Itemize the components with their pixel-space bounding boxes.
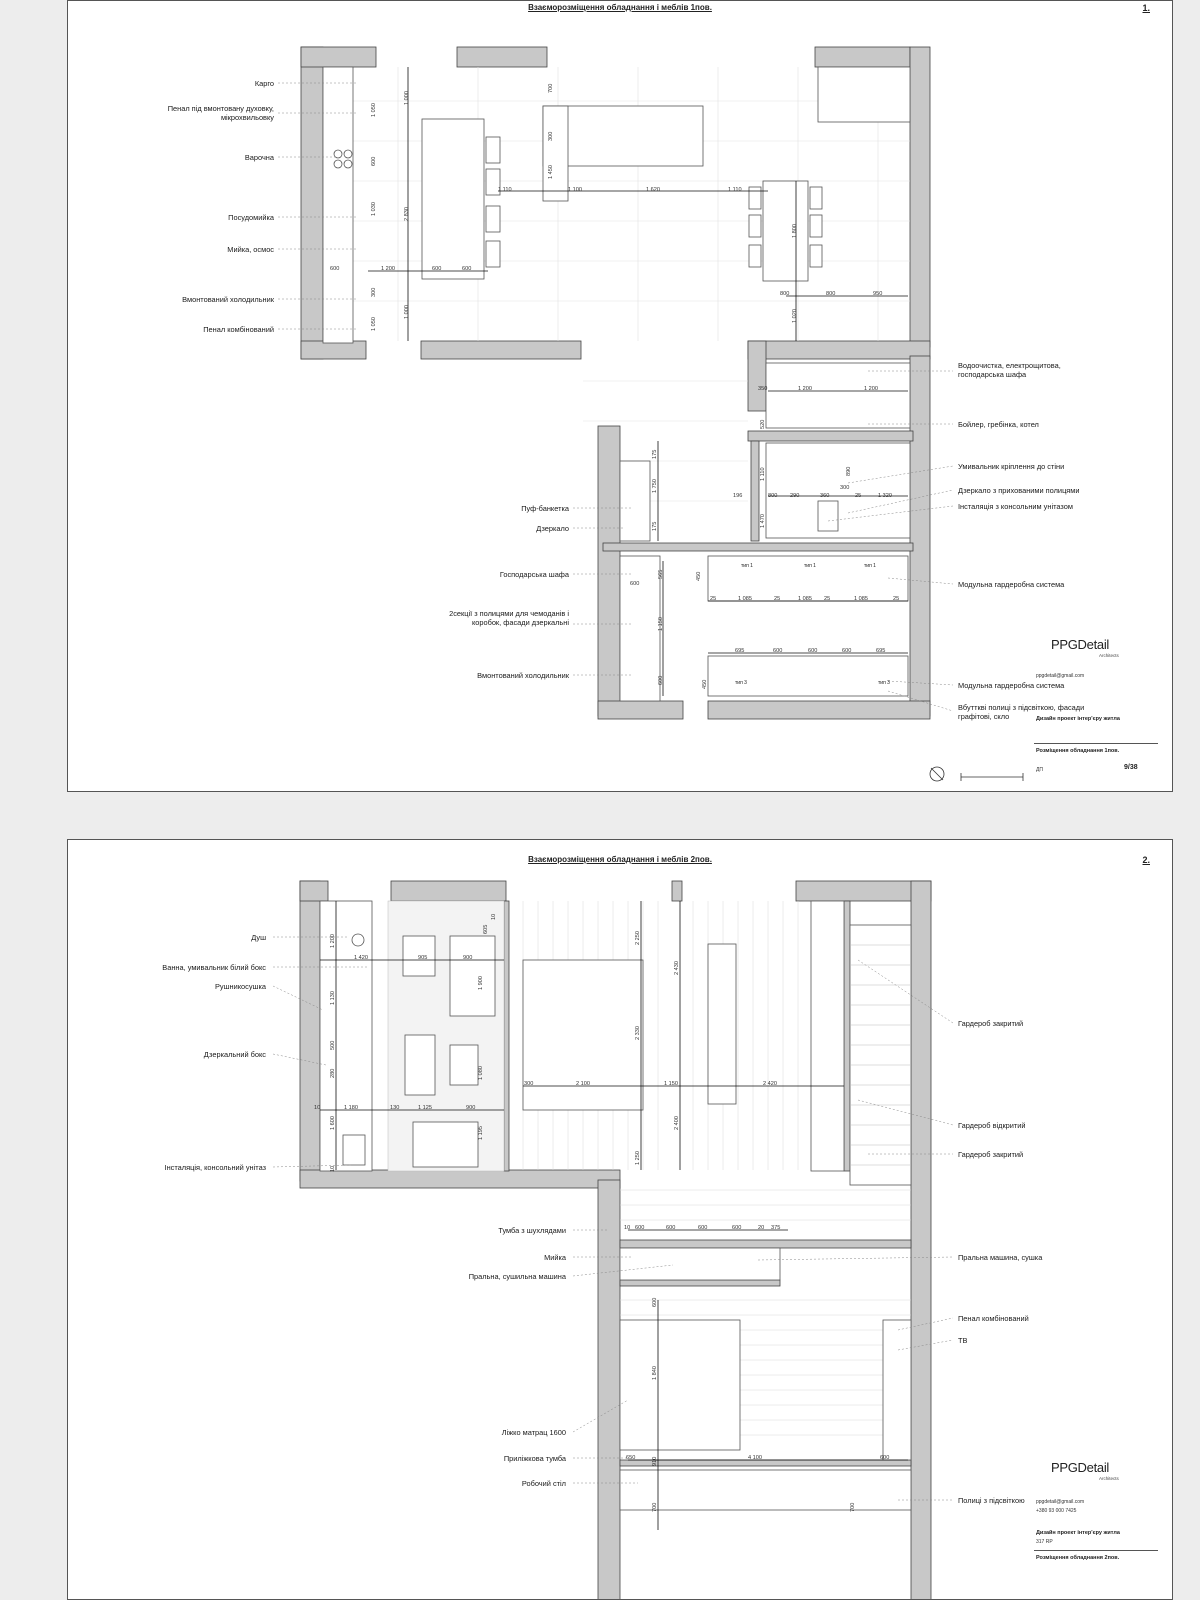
island-extension	[543, 106, 568, 201]
label-lit-shelves: Вбутткві полиці з підсвіткою, фасади графітові, скло	[958, 703, 1085, 722]
label-wardrobe-closed-2: Гардероб закритий	[958, 1150, 1024, 1159]
dimension: 1 620	[646, 187, 660, 193]
dimension: 10	[314, 1105, 321, 1111]
dimension: 4 100	[748, 1455, 762, 1461]
dimension: 1 080	[478, 1066, 484, 1080]
dimension: 25	[893, 596, 900, 602]
label-lit-shelves: Полиці з підсвіткою	[958, 1496, 1025, 1505]
label-toilet: Інсталяція, консольний унітаз	[164, 1163, 266, 1172]
stair-area	[818, 67, 910, 122]
dimension: 1 110	[760, 467, 766, 481]
dimension: 1 085	[738, 596, 752, 602]
toilet	[343, 1135, 365, 1165]
wall	[457, 47, 547, 67]
utility-room	[766, 363, 910, 428]
label-boiler: Бойлер, гребінка, котел	[958, 420, 1039, 429]
dimension: 1 100	[568, 187, 582, 193]
wall	[748, 341, 930, 359]
label-bench: Пуф-банкетка	[521, 504, 569, 513]
wall	[748, 341, 766, 411]
wall	[911, 881, 931, 1600]
label-mirror: Дзеркало	[536, 524, 569, 533]
dimension: 175	[652, 449, 658, 459]
label-sink: Мийка	[544, 1253, 566, 1262]
dimension: 360	[820, 493, 830, 499]
dimension: 2 420	[763, 1081, 777, 1087]
company-logo: PPGDetail	[1051, 1460, 1109, 1475]
label-shelving-sections: 2секції з полицями для чемоданів і коробок, фасади дзеркальні	[449, 609, 569, 628]
wall	[300, 881, 320, 1181]
sheet-name: Розміщення обладнання 1пов.	[1036, 748, 1120, 754]
dimension: 1 195	[478, 1126, 484, 1140]
dimension: 900	[463, 955, 473, 961]
dimension: 2 400	[674, 1116, 680, 1130]
wall	[504, 901, 509, 1171]
wardrobe-left	[620, 556, 660, 701]
sheet-title: Взаєморозміщення обладнання і меблів 1пов.	[528, 3, 712, 12]
sheet-floor-2	[67, 839, 1173, 1600]
dimension: 20	[758, 1225, 765, 1231]
wall	[391, 881, 506, 901]
dimension: 1 750	[652, 479, 658, 493]
dimension: 280	[330, 1068, 336, 1078]
dimension: 605	[483, 924, 489, 934]
dimension: 2 430	[674, 961, 680, 975]
bathtub	[450, 936, 495, 1016]
hob-burner	[344, 150, 352, 158]
floor-plan-2	[68, 840, 1173, 1600]
hob-burner	[334, 160, 342, 168]
dimension: 25	[824, 596, 831, 602]
dimension: 1 200	[330, 934, 336, 948]
bench	[620, 461, 650, 541]
dimension: 1 200	[864, 386, 878, 392]
dimension: 1 050	[371, 317, 377, 331]
wall	[620, 1460, 911, 1466]
label-mirror-box: Дзеркальний бокс	[203, 1050, 266, 1059]
dimension: 1 150	[664, 1081, 678, 1087]
label-drawer-unit: Тумба з шухлядами	[498, 1226, 566, 1235]
dimension: 175	[652, 521, 658, 531]
label-toilet-installation: Інсталяція з консольним унітазом	[958, 502, 1073, 511]
dimension: 1 125	[418, 1105, 432, 1111]
dimension: 1 320	[878, 493, 892, 499]
dimension: 1 200	[381, 266, 395, 272]
wall	[598, 426, 620, 716]
dimension: 600	[808, 648, 818, 654]
dimension: 25	[855, 493, 862, 499]
chair	[810, 187, 822, 209]
dimension: 1 130	[330, 991, 336, 1005]
sheet-number: 1.	[1142, 3, 1150, 13]
dimension: 700	[548, 83, 554, 93]
dimension: 300	[371, 287, 377, 297]
dimension: 600	[658, 675, 664, 685]
dimension: 2 830	[404, 207, 410, 221]
kitchen-island	[422, 119, 484, 279]
chair	[486, 206, 500, 232]
dimension: 300	[524, 1081, 534, 1087]
company-logo-sub: Architects	[1099, 653, 1119, 658]
type-tag: тип 1	[804, 563, 816, 569]
label-sink: Мийка, осмос	[227, 245, 274, 254]
project-name: Дизайн проект інтер'єру житла	[1036, 716, 1120, 722]
dimension: 1 020	[792, 309, 798, 323]
dimension: 1 600	[330, 1116, 336, 1130]
dimension: 1 050	[371, 103, 377, 117]
dimension: 890	[846, 466, 852, 476]
stage: ДП	[1036, 767, 1043, 773]
dimension: 2 330	[635, 1026, 641, 1040]
shower-tray	[413, 1122, 478, 1167]
dimension: 520	[760, 419, 766, 429]
wall	[910, 47, 930, 347]
dimension: 900	[466, 1105, 476, 1111]
dimension: 300	[840, 485, 850, 491]
vanity-unit	[620, 1248, 780, 1280]
dimension: 1 085	[798, 596, 812, 602]
label-bedside-table: Приліжкова тумба	[503, 1454, 566, 1463]
dimension: 130	[390, 1105, 400, 1111]
label-combi-column: Пенал комбінований	[958, 1314, 1029, 1323]
sofa	[708, 944, 736, 1104]
wall	[620, 1280, 780, 1286]
label-water-treatment: Водоочистка, електрощитова, господарська шафа	[958, 361, 1061, 380]
label-desk: Робочий стіл	[521, 1479, 566, 1488]
dimension: 196	[733, 493, 743, 499]
chair	[810, 245, 822, 267]
dimension: 450	[702, 679, 708, 689]
dimension: 650	[626, 1455, 636, 1461]
dimension: 1 085	[854, 596, 868, 602]
sheet-number: 2.	[1142, 855, 1150, 865]
dimension: 905	[418, 955, 428, 961]
company-logo: PPGDetail	[1051, 637, 1109, 652]
label-hob: Варочна	[244, 153, 274, 162]
wall	[598, 701, 683, 719]
wall	[603, 543, 913, 551]
chair	[749, 187, 761, 209]
dimension: 375	[771, 1225, 781, 1231]
dimension: 450	[696, 571, 702, 581]
wall	[300, 881, 328, 901]
dimension: 910	[652, 1456, 658, 1466]
wall	[815, 47, 910, 67]
desk	[620, 1470, 911, 1510]
dimension: 1 000	[404, 91, 410, 105]
wall	[301, 341, 366, 359]
dimension: 10	[491, 913, 497, 920]
staircase	[850, 925, 911, 1185]
dimension: 600	[432, 266, 442, 272]
dimension: 1 030	[371, 202, 377, 216]
company-logo-sub: Architects	[1099, 1476, 1119, 1481]
label-dishwasher: Посудомийка	[228, 213, 274, 222]
dimension: 1 800	[792, 224, 798, 238]
wall	[301, 47, 376, 67]
chair	[486, 137, 500, 163]
type-tag: тип 1	[864, 563, 876, 569]
dimension: 1 180	[344, 1105, 358, 1111]
dimension: 1 470	[760, 514, 766, 528]
sheet-name: Розміщення обладнання 2пов.	[1036, 1555, 1120, 1561]
label-washer-dryer: Пральна, сушильна машина	[468, 1272, 566, 1281]
wall	[301, 47, 323, 359]
dimension: 300	[548, 131, 554, 141]
washbasin-box	[450, 1045, 478, 1085]
label-fridge-2: Вмонтований холодильник	[477, 671, 569, 680]
wall	[910, 356, 930, 716]
label-cargo: Карго	[254, 79, 274, 88]
chair	[749, 245, 761, 267]
dimension: 10	[624, 1225, 631, 1231]
label-bed: Ліжко матрац 1600	[501, 1428, 566, 1437]
dimension: 700	[652, 1502, 658, 1512]
wall	[751, 441, 759, 541]
dimension: 565	[658, 569, 664, 579]
bed	[523, 960, 643, 1110]
dimension: 1 110	[498, 187, 512, 193]
dimension: 600	[666, 1225, 676, 1231]
label-wardrobe-system-2: Модульна гардеробна система	[958, 681, 1065, 690]
kitchen-cabinets	[323, 67, 353, 343]
label-mirror-shelves: Дзеркало з прихованими полицями	[958, 486, 1080, 495]
type-tag: тип 3	[878, 680, 890, 686]
label-wardrobe-open: Гардероб відкритий	[958, 1121, 1026, 1130]
dimension: 700	[850, 1502, 856, 1512]
dimension: 800	[780, 291, 790, 297]
dimension: 600	[652, 1297, 658, 1307]
label-bath-vanity: Ванна, умивальник білий бокс	[162, 963, 266, 972]
toilet	[818, 501, 838, 531]
dimension: 1 200	[798, 386, 812, 392]
project-name: Дизайн проект інтер'єру житла	[1036, 1530, 1120, 1536]
dimension: 600	[773, 648, 783, 654]
dimension: 600	[880, 1455, 890, 1461]
label-shower: Душ	[251, 933, 266, 942]
dimension: 25	[710, 596, 717, 602]
dimension: 1 900	[478, 976, 484, 990]
tv-unit	[883, 1320, 911, 1460]
chair	[810, 215, 822, 237]
dimension: 600	[462, 266, 472, 272]
dimension: 1 420	[354, 955, 368, 961]
dimension: 2 100	[576, 1081, 590, 1087]
wall	[421, 341, 581, 359]
wardrobe-closed	[811, 901, 844, 1171]
type-tag: тип 3	[735, 680, 747, 686]
dimension: 950	[873, 291, 883, 297]
label-combi-column: Пенал комбінований	[203, 325, 274, 334]
dimension: 500	[330, 1040, 336, 1050]
label-washbasin: Умивальник кріплення до стіни	[958, 462, 1065, 471]
label-wardrobe-system: Модульна гардеробна система	[958, 580, 1065, 589]
dimension: 800	[768, 493, 778, 499]
label-utility-wardrobe: Господарська шафа	[499, 570, 569, 579]
wardrobe-system-2	[708, 656, 908, 696]
dimension: 600	[635, 1225, 645, 1231]
company-email: ppgdetail@gmail.com	[1036, 673, 1085, 679]
dining-table	[763, 181, 808, 281]
vanity-2	[405, 1035, 435, 1095]
dimension: 1 840	[652, 1366, 658, 1380]
dimension: 1 110	[728, 187, 742, 193]
company-phone: +380 93 000 7425	[1036, 1508, 1077, 1514]
label-oven-column: Пенал під вмонтовану духовку, мікрохвильовку	[167, 104, 274, 123]
wall	[300, 1170, 620, 1188]
dimension: 600	[330, 266, 340, 272]
page-number: 9/38	[1124, 764, 1138, 771]
label-fridge: Вмонтований холодильник	[182, 295, 274, 304]
label-towel-rail: Рушникосушка	[214, 982, 266, 991]
dimension: 2 250	[635, 931, 641, 945]
dimension: 600	[630, 581, 640, 587]
sheet-floor-1	[67, 0, 1173, 792]
dimension: 600	[842, 648, 852, 654]
label-tv: ТВ	[958, 1336, 968, 1345]
sheet-title: Взаєморозміщення обладнання і меблів 2пов.	[528, 855, 712, 864]
dimension: 350	[758, 386, 768, 392]
dimension: 695	[876, 648, 886, 654]
chair	[486, 241, 500, 267]
dimension: 600	[371, 156, 377, 166]
dimension: 800	[826, 291, 836, 297]
wall	[620, 1240, 911, 1248]
type-tag: тип 1	[741, 563, 753, 569]
wall	[748, 431, 913, 441]
dimension: 1 150	[658, 617, 664, 631]
wall	[672, 881, 682, 901]
dimension: 695	[735, 648, 745, 654]
shower-drain	[352, 934, 364, 946]
wall	[598, 1180, 620, 1600]
project-code: 317 RP	[1036, 1539, 1053, 1545]
hob-burner	[344, 160, 352, 168]
chair	[749, 215, 761, 237]
dimension: 25	[774, 596, 781, 602]
dimension: 1 450	[548, 165, 554, 179]
label-washing-machine: Пральна машина, сушка	[958, 1253, 1043, 1262]
dimension: 10	[330, 1165, 336, 1172]
dimension: 1 250	[635, 1151, 641, 1165]
wall	[844, 901, 850, 1171]
dimension: 600	[732, 1225, 742, 1231]
company-email: ppgdetail@gmail.com	[1036, 1499, 1085, 1505]
dimension: 1 000	[404, 305, 410, 319]
dimension: 600	[698, 1225, 708, 1231]
dimension: 290	[790, 493, 800, 499]
bed-2	[620, 1320, 740, 1450]
label-wardrobe-closed: Гардероб закритий	[958, 1019, 1024, 1028]
wall	[708, 701, 930, 719]
